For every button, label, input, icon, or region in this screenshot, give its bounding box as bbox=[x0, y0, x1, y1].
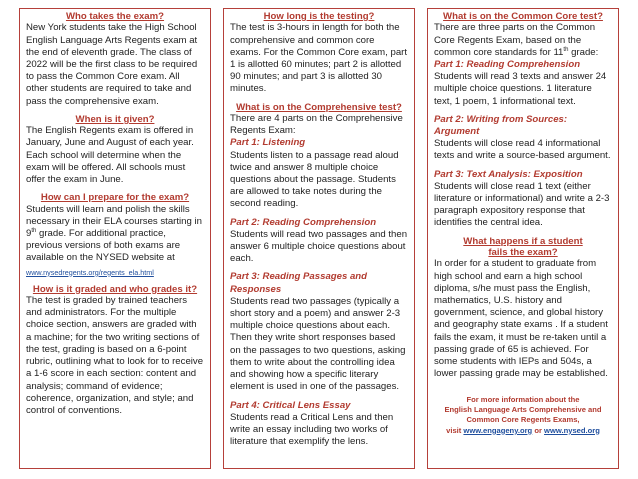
text-fails-exam: In order for a student to graduate from high school and earn a high school diploma, s/he must pass the English, mathematics, U.S. history and government, science, and global history and geography state exams . If a student fails the exam, it must be re-taken until a passing grade of 65 is achieved. For some students with IEPs and 504s, a lower passing grade may be established. bbox=[434, 258, 608, 380]
heading-who-takes: Who takes the exam? bbox=[65, 11, 165, 22]
nysed-regents-link[interactable]: www.nysedregents.org/regents_ela.html bbox=[26, 267, 154, 277]
cc-part2-text: Students will close read 4 informational texts and write a source-based argument. bbox=[434, 138, 611, 162]
cc-part1-text: Students will read 3 texts and answer 24 multiple choice questions. 1 literature text, 1 poem, 1 informational text. bbox=[434, 71, 607, 107]
part4-title: Part 4: Critical Lens Essay bbox=[230, 399, 351, 411]
nysed-link[interactable]: www.nysed.org bbox=[544, 425, 600, 435]
heading-how-prepare: How can I prepare for the exam? bbox=[40, 192, 190, 204]
text-common-core-intro-a: There are three parts on the Common Core Regents Exam, based on the common core standards for 11 bbox=[434, 22, 596, 58]
part1-text: Students listen to a passage read aloud twice and answer 8 multiple choice questions about the passage. Students are allowed to take notes during the second reading. bbox=[230, 149, 399, 210]
column-middle bbox=[223, 8, 415, 469]
part2-title: Part 2: Reading Comprehension bbox=[230, 216, 377, 228]
heading-fails-exam bbox=[434, 236, 612, 259]
footer-line1: For more information about the bbox=[466, 394, 580, 404]
text-how-prepare-b: grade. For additional practice, previous versions of both exams are available on the NYSED website at bbox=[26, 228, 181, 264]
text-how-long: The test is 3-hours in length for both the comprehensive and common core exams. For the Common Core exam, part 1 is allotted 60 minutes; part 2 is allotted 90 minutes; and part 3 is allotted 30 minutes. bbox=[230, 22, 408, 95]
heading-how-graded: How is it graded and who grades it? bbox=[32, 283, 198, 295]
engageny-link[interactable]: www.engageny.org bbox=[463, 425, 533, 435]
heading-how-long: How long is the testing? bbox=[263, 11, 375, 22]
heading-comprehensive-test: What is on the Comprehensive test? bbox=[236, 101, 402, 113]
column-right bbox=[427, 8, 619, 469]
text-how-prepare bbox=[26, 204, 204, 265]
heading-fails-exam-l2: fails the exam? bbox=[488, 247, 558, 259]
text-how-prepare-a: Students will learn and polish the skills necessary in their ELA courses starting in 9 bbox=[26, 203, 202, 240]
heading-when-given: When is it given? bbox=[75, 113, 155, 125]
cc-part2-title: Part 2: Writing from Sources: Argument bbox=[434, 113, 568, 138]
footer-visit: visit bbox=[446, 425, 464, 435]
column-left bbox=[19, 8, 211, 469]
part2-text: Students will read two passages and then answer 6 multiple choice questions about each. bbox=[230, 228, 408, 265]
part1-title: Part 1: Listening bbox=[230, 137, 306, 149]
part4-text: Students read a Critical Lens and then write an essay including two works of literature that exemplify the lens. bbox=[230, 411, 394, 448]
heading-common-core-test: What is on the Common Core test? bbox=[443, 11, 603, 22]
footer-or: or bbox=[532, 425, 545, 435]
text-when-given: The English Regents exam is offered in January, June and August of each year. Each school will determine when the exam will be offered. All schools must offer the exam in June. bbox=[26, 125, 194, 186]
part3-title: Part 3: Reading Passages and Responses bbox=[230, 271, 368, 295]
text-common-core-intro bbox=[434, 22, 612, 59]
cc-part1-title: Part 1: Reading Comprehension bbox=[434, 59, 581, 71]
text-who-takes: New York students take the High School English Language Arts Regents exam at the end of eleventh grade. The class of 2022 will be the first class to be required to pass the Common Core exam. All other students are required to take and pass the comprehensive exam. bbox=[26, 22, 198, 107]
text-comprehensive-intro: There are 4 parts on the Comprehensive Regents Exam: bbox=[230, 113, 403, 137]
superscript-th: th bbox=[31, 227, 37, 234]
cc-part3-title: Part 3: Text Analysis: Exposition bbox=[434, 168, 583, 180]
cc-part3-text: Students will close read 1 text (either literature or informational) and write a 2-3 paragraph expository response that identifies the central idea. bbox=[434, 180, 610, 229]
text-common-core-intro-b: grade: bbox=[568, 46, 599, 58]
superscript-th: th bbox=[563, 46, 569, 53]
footer-line2: English Language Arts Comprehensive and bbox=[444, 404, 602, 414]
heading-fails-exam-l1: What happens if a student bbox=[463, 235, 583, 247]
footer-line4 bbox=[434, 426, 612, 436]
part3-text: Students read two passages (typically a short story and a poem) and answer 2-3 multiple choice questions about each. Then they write short responses based on the passages to two questions, asking them to write about the controlling idea and showing how a specific literary element is used in one of the passages. bbox=[230, 295, 406, 393]
more-info-footer bbox=[434, 395, 612, 437]
footer-line3: Common Core Regents Exams, bbox=[466, 415, 580, 425]
text-how-graded: The test is graded by trained teachers and administrators. For the multiple choice section, answers are graded with a machine; for the two writing sections of the test, grading is based on a 6-point rubric, outlining what to look for to receive a 1-6 score in each section: content and analysis; command of evidence; coherence, organization, and style; and control of conventions. bbox=[26, 295, 204, 416]
